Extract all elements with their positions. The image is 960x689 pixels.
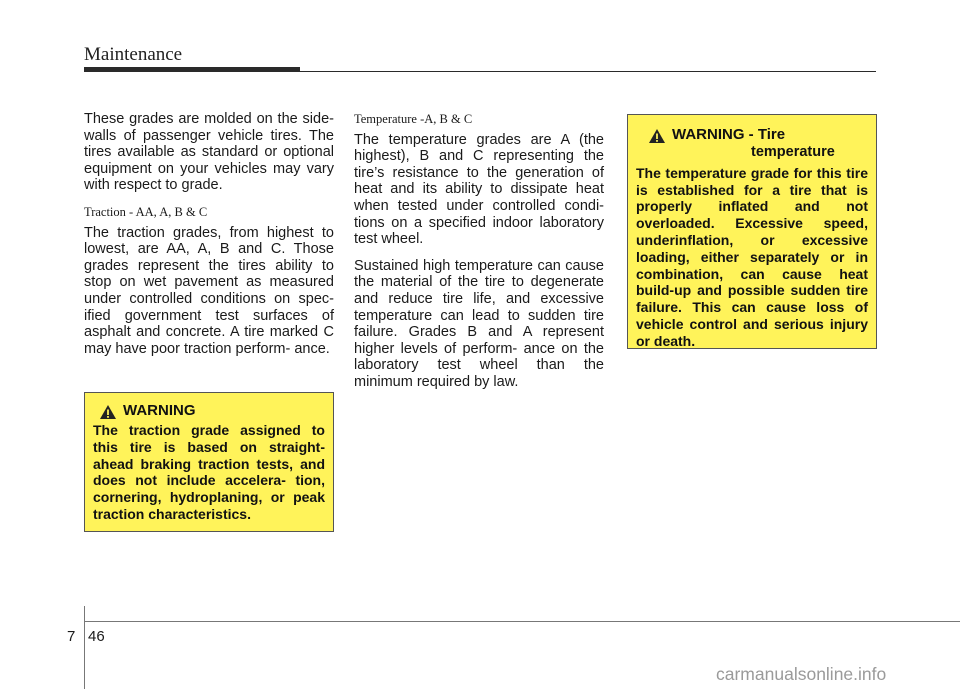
watermark-text: carmanualsonline.info [716, 664, 887, 684]
warning-temperature-title: WARNING - Tire [672, 126, 786, 143]
traction-heading: Traction - AA, A, B & C [84, 204, 208, 219]
warning-traction-title: WARNING [123, 402, 196, 419]
footer-rule [84, 621, 960, 622]
header-rule-thin [84, 71, 876, 72]
footer-vertical-rule [84, 606, 85, 689]
section-number: 7 [67, 628, 76, 645]
traction-paragraph: The traction grades, from highest to lowest, are AA, A, B and C. Those grades represent the tires ability to stop on wet pavement as measured under controlled conditions on spec- ified government test surfaces of asphalt and concrete. A tire marked C may have poor traction perform- ance. [84, 224, 334, 357]
temperature-paragraph-2: Sustained high temperature can cause the material of the tire to degenerate and reduce tire life, and excessive temperature can lead to sudden tire failure. Grades B and A represent higher levels of perform- ance on the laboratory test wheel than the minimum required by law. [354, 257, 604, 390]
temperature-heading: Temperature -A, B & C [354, 112, 473, 126]
warning-traction-body: The traction grade assigned to this tire is based on straight- ahead braking traction tests, and does not include accelera- tion, cornering, hydroplaning, or peak traction characteristics. [93, 422, 325, 522]
page-header-title: Maintenance [84, 44, 183, 65]
temperature-paragraph-1: The temperature grades are A (the highest), B and C representing the tire’s resistance to the generation of heat and its ability to dissipate heat when tested under controlled condi- tions on a specified indoor laboratory test wheel. [354, 131, 604, 248]
column-left [84, 111, 334, 367]
warning-box-traction [84, 392, 334, 532]
page-number: 46 [88, 628, 105, 645]
column-middle [354, 111, 604, 401]
warning-box-temperature [627, 114, 877, 349]
warning-triangle-icon [99, 404, 117, 420]
warning-temperature-title-sub: temperature [751, 144, 835, 160]
warning-triangle-icon [648, 128, 666, 144]
intro-paragraph: These grades are molded on the side-walls of passenger vehicle tires. The tires available as standard or optional equipment on your vehicles may vary with respect to grade. [84, 111, 334, 194]
warning-temperature-body: The temperature grade for this tire is established for a tire that is properly inflated and not overloaded. Excessive speed, underinflation, or excessive loading, either separately or in combination, can cause heat build-up and possible sudden tire failure. This can cause loss of vehicle control and serious injury or death. [636, 164, 868, 349]
